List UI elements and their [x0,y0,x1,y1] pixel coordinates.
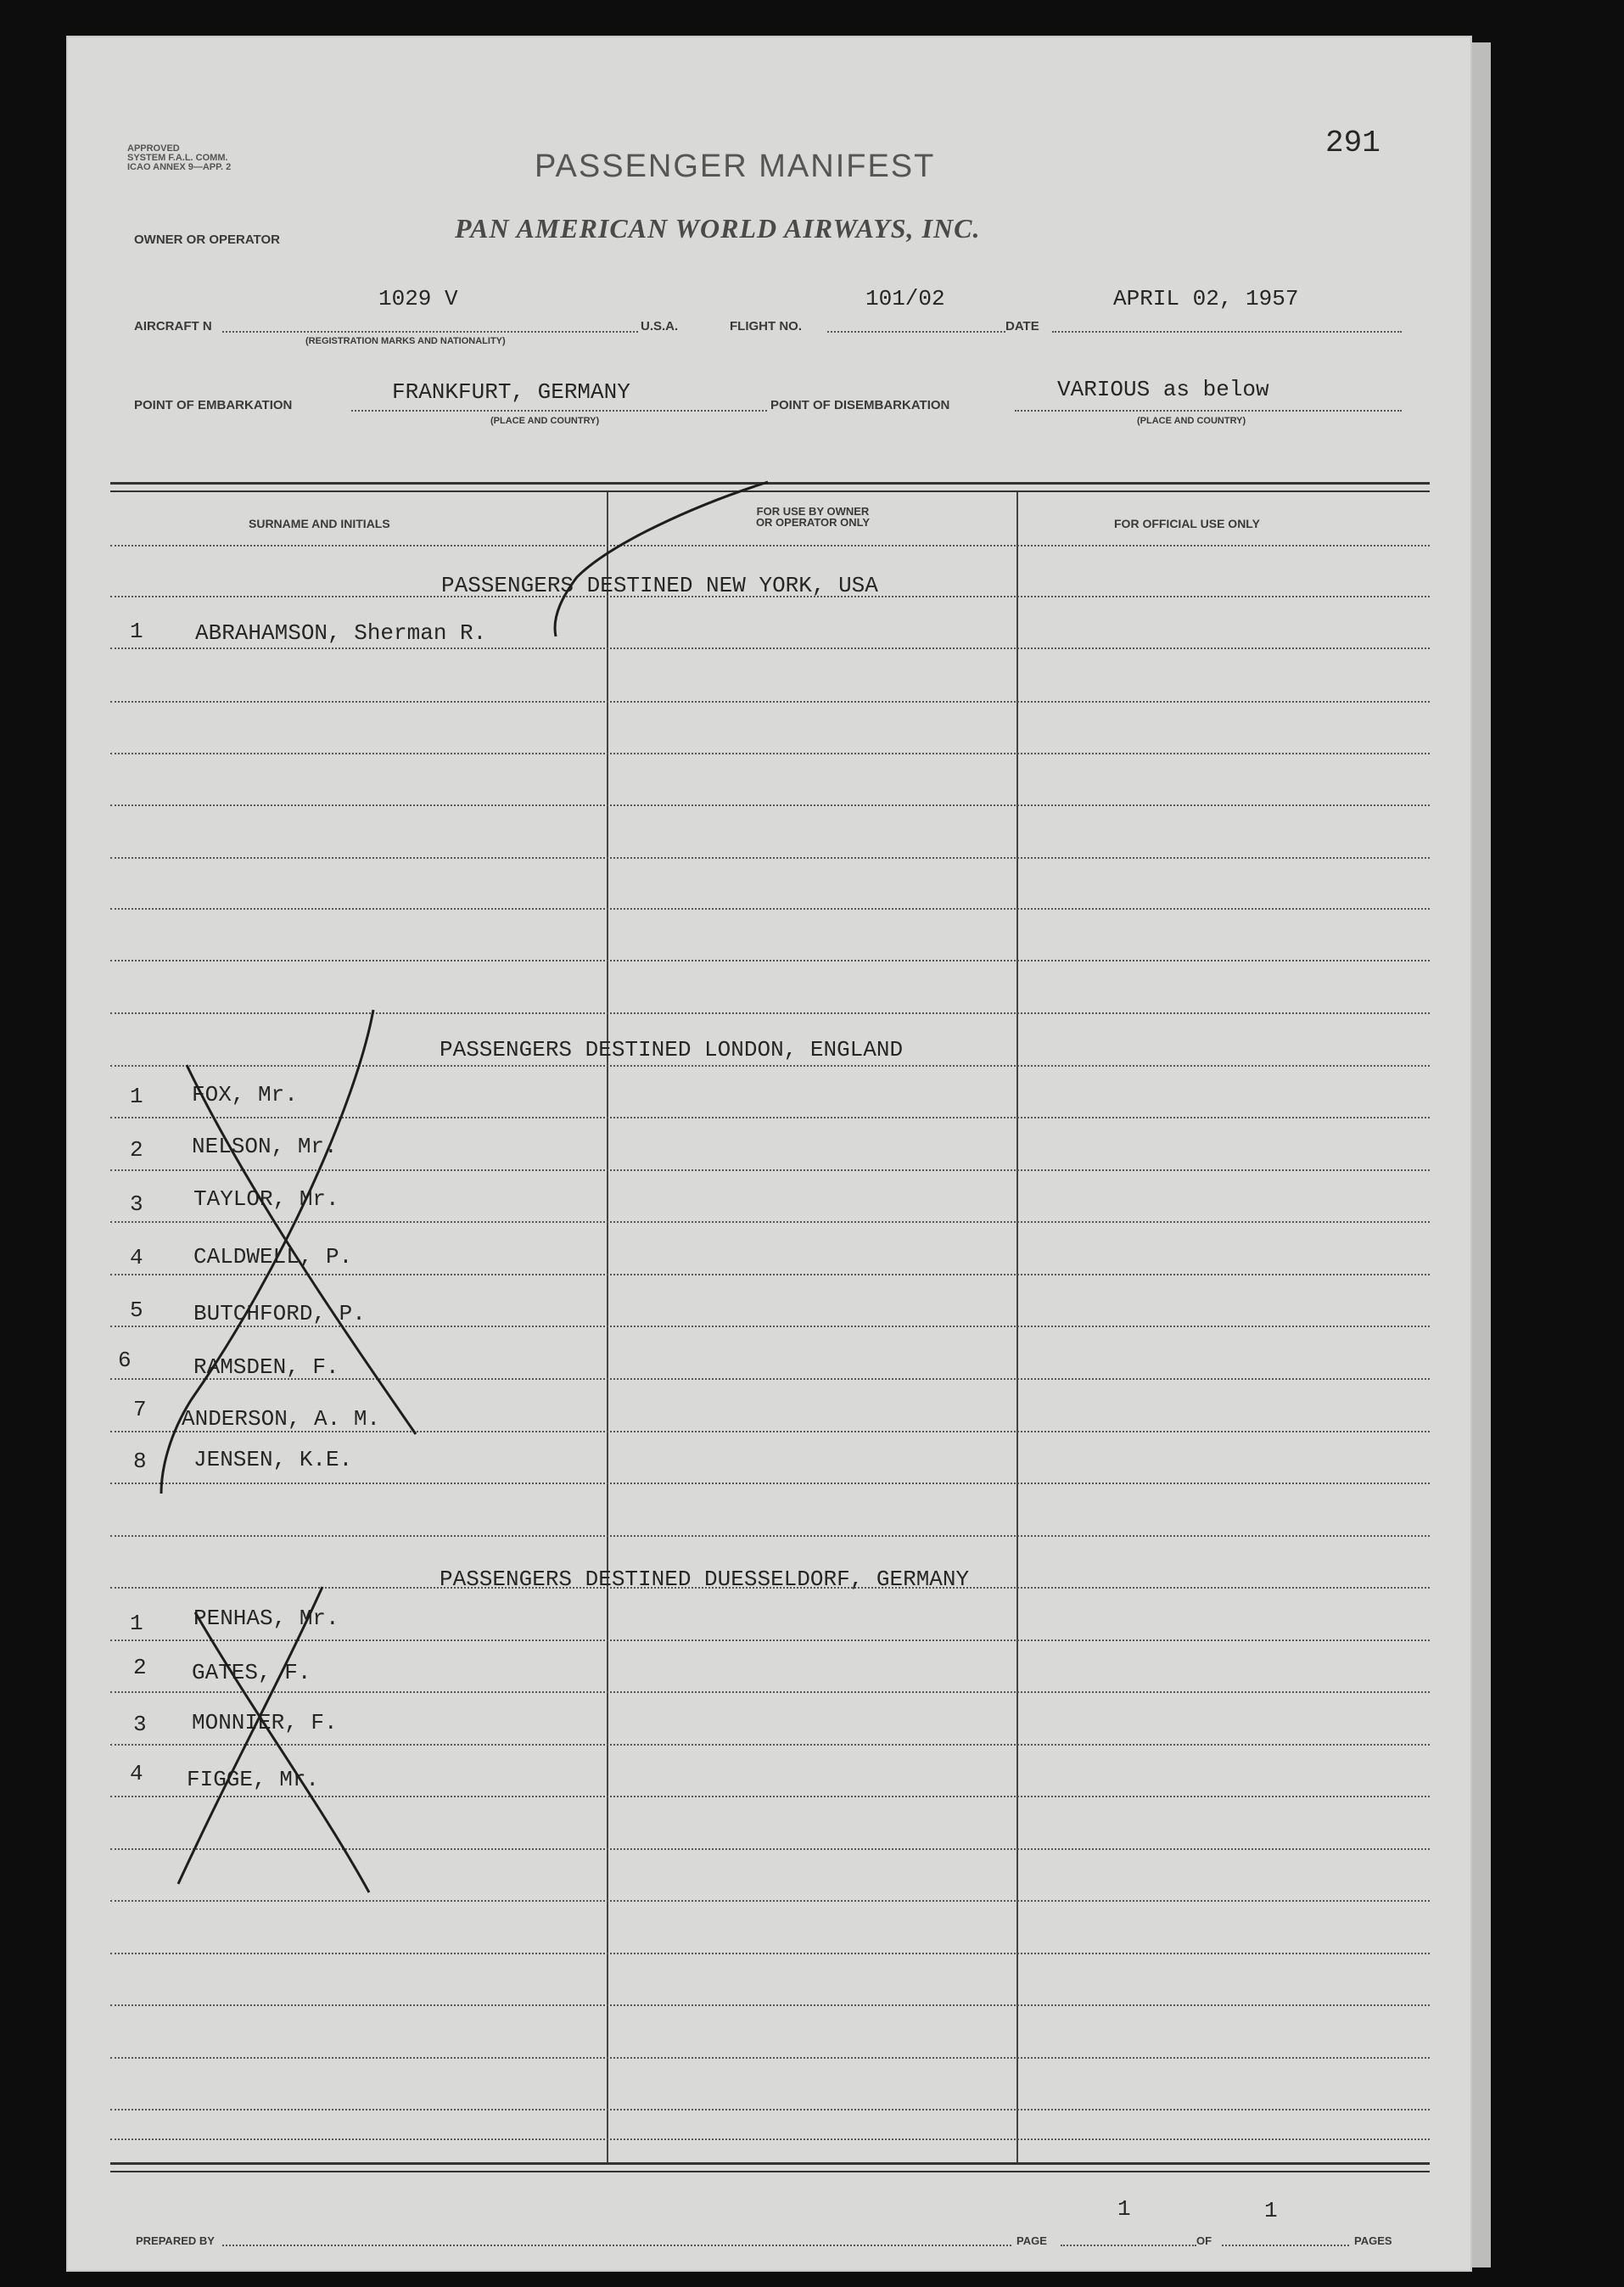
page-line [1061,2245,1196,2246]
section-heading-new-york: PASSENGERS DESTINED NEW YORK, USA [441,573,878,598]
passenger-name: FIGGE, Mr. [187,1767,320,1792]
flight-value: 101/02 [865,286,945,311]
passenger-name: JENSEN, K.E. [193,1447,353,1472]
prepared-by-line [222,2245,1011,2246]
passenger-name: CALDWELL, P. [193,1244,353,1270]
embark-label: POINT OF EMBARKATION [134,398,293,412]
passenger-name: ANDERSON, A. M. [182,1406,381,1432]
passenger-name: ABRAHAMSON, Sherman R. [195,620,487,646]
column-header-official: FOR OFFICIAL USE ONLY [1114,517,1260,530]
page-stamp-number: 291 [1325,126,1380,160]
total-line [1222,2245,1349,2246]
passenger-number: 3 [130,1191,143,1217]
column-header-owner-line: OR OPERATOR ONLY [755,516,871,529]
usa-label: U.S.A. [641,319,679,334]
passenger-name: NELSON, Mr. [192,1134,338,1159]
passenger-name: BUTCHFORD, P. [193,1301,366,1326]
cross-mark [178,1587,322,1884]
approval-line: APPROVED [127,143,180,154]
date-value: APRIL 02, 1957 [1113,286,1299,311]
disembark-label: POINT OF DISEMBARKATION [770,398,950,412]
passenger-name: MONNIER, F. [192,1710,338,1735]
approval-line: SYSTEM F.A.L. COMM. [127,153,228,163]
approval-line: ICAO ANNEX 9—APP. 2 [127,162,232,172]
passenger-number: 3 [133,1712,147,1737]
column-header-surname: SURNAME AND INITIALS [249,517,390,530]
cross-mark [195,1612,369,1892]
owner-label: OWNER OR OPERATOR [134,233,280,247]
date-label: DATE [1005,319,1039,334]
pages-label: PAGES [1354,2234,1392,2247]
section-heading-london: PASSENGERS DESTINED LONDON, ENGLAND [440,1037,904,1062]
passenger-number: 7 [133,1397,147,1422]
passenger-number: 1 [130,1084,143,1109]
passenger-number: 5 [130,1298,143,1323]
disembark-hint: (PLACE AND COUNTRY) [1137,416,1246,426]
flight-label: FLIGHT NO. [730,319,802,334]
passenger-number: 1 [130,619,143,644]
cross-mark [161,1010,373,1494]
passenger-number: 6 [118,1348,132,1373]
passenger-number: 2 [130,1137,143,1163]
passenger-name: FOX, Mr. [192,1082,298,1107]
page-label: PAGE [1016,2234,1047,2247]
passenger-number: 4 [130,1761,143,1786]
passenger-name: PENHAS, Mr. [193,1606,339,1631]
prepared-by-label: PREPARED BY [136,2234,215,2247]
section-heading-duesseldorf: PASSENGERS DESTINED DUESSELDORF, GERMANY [440,1567,970,1592]
passenger-number: 2 [133,1655,147,1680]
aircraft-label: AIRCRAFT N [134,319,212,334]
owner-value: PAN AMERICAN WORLD AIRWAYS, INC. [455,213,981,244]
registration-hint: (REGISTRATION MARKS AND NATIONALITY) [305,336,506,346]
passenger-number: 1 [130,1611,143,1636]
form-title: PASSENGER MANIFEST [535,149,936,184]
total-pages-value: 1 [1264,2198,1278,2223]
embark-hint: (PLACE AND COUNTRY) [490,416,600,426]
disembark-value: VARIOUS as below [1057,377,1269,402]
passenger-name: TAYLOR, Mr. [193,1186,339,1212]
cross-mark [187,1065,416,1434]
embark-value: FRANKFURT, GERMANY [392,379,630,405]
passenger-number: 8 [133,1449,147,1474]
passenger-name: GATES, F. [192,1660,311,1685]
passenger-number: 4 [130,1245,143,1270]
check-mark [555,482,768,636]
column-header-owner-line: FOR USE BY OWNER [756,505,870,518]
passenger-name: RAMSDEN, F. [193,1354,339,1380]
aircraft-value: 1029 V [378,286,458,311]
page-value: 1 [1117,2196,1131,2222]
of-label: OF [1196,2234,1212,2247]
